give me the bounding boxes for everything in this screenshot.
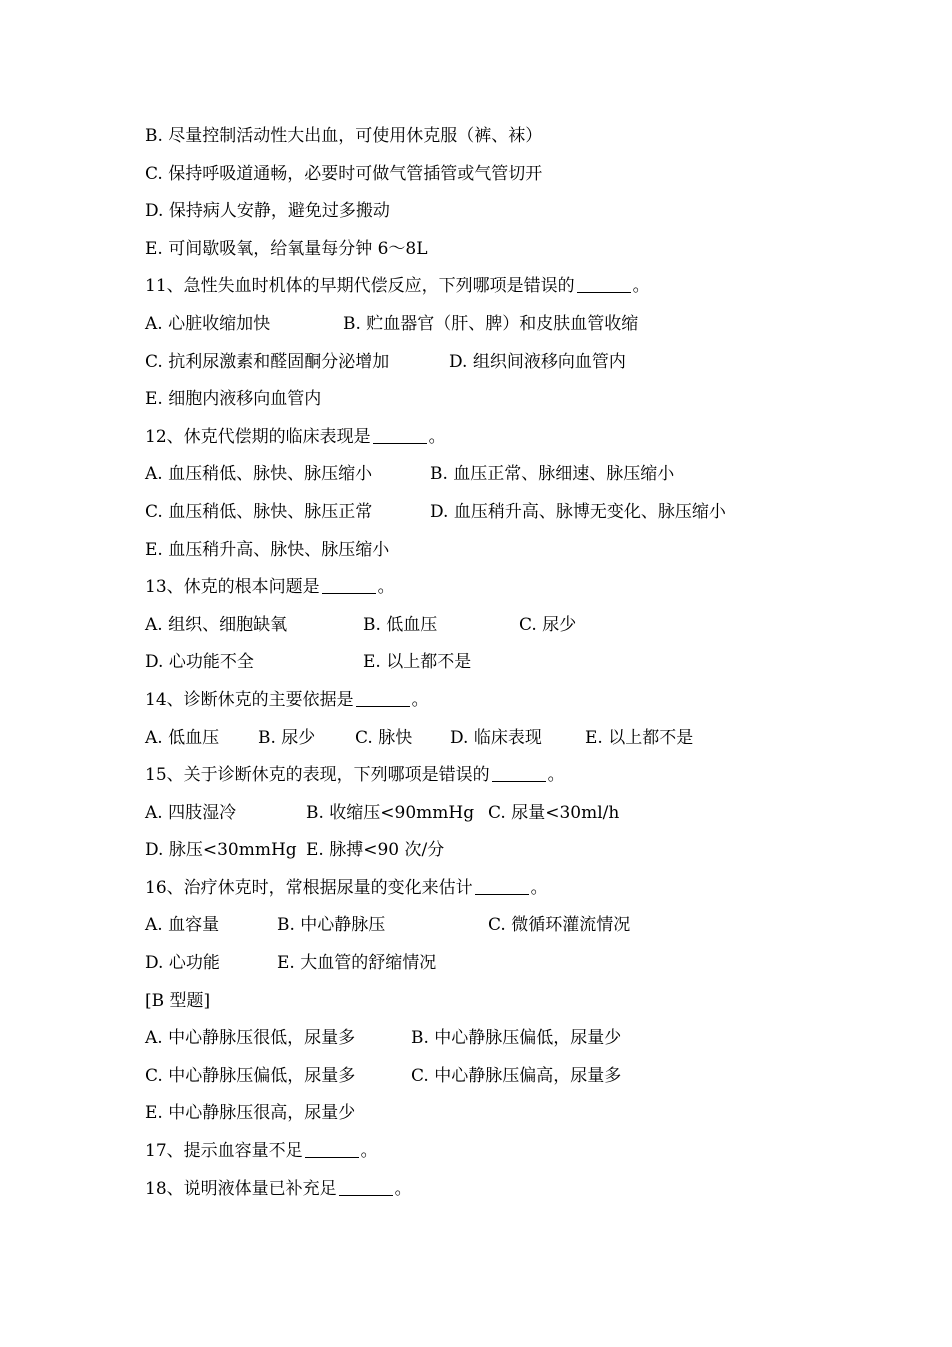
answer-blank[interactable] — [492, 761, 546, 782]
answer-blank[interactable] — [305, 1137, 359, 1158]
question-13 — [145, 569, 845, 607]
option-line — [145, 907, 845, 945]
option-line — [145, 156, 845, 194]
option-e: E. 血压稍升高、脉快、脉压缩小 — [145, 539, 390, 560]
option-a: A. 组织、细胞缺氧 — [145, 614, 288, 635]
option-a: A. 血压稍低、脉快、脉压缩小 — [145, 464, 373, 485]
option-a: A. 血容量 — [145, 915, 220, 936]
answer-blank[interactable] — [339, 1175, 393, 1196]
option-a: A. 低血压 — [145, 727, 220, 748]
question-end: 。 — [428, 426, 446, 447]
option-c: C. 抗利尿激素和醛固酮分泌增加 — [145, 351, 390, 372]
option-e: E. 大血管的舒缩情况 — [277, 953, 437, 974]
option-d: D. 心功能不全 — [145, 652, 254, 673]
answer-blank[interactable] — [373, 423, 427, 444]
question-end: 。 — [360, 1141, 378, 1162]
option-c: C. 微循环灌流情况 — [488, 915, 631, 936]
option-d: D. 保持病人安静，避免过多搬动 — [145, 201, 390, 222]
question-12 — [145, 419, 845, 457]
option-c: C. 血压稍低、脉快、脉压正常 — [145, 501, 373, 522]
question-stem: 14、诊断休克的主要依据是 — [145, 689, 354, 710]
option-a: A. 中心静脉压很低，尿量多 — [145, 1028, 356, 1049]
option-b: B. 中心静脉压偏低，尿量少 — [411, 1028, 622, 1049]
option-e: E. 可间歇吸氧，给氧量每分钟 6～8L — [145, 238, 428, 259]
question-end: 。 — [530, 877, 548, 898]
option-line — [145, 945, 845, 983]
option-line — [145, 1058, 845, 1096]
option-c: C. 脉快 — [355, 727, 413, 748]
option-d: D. 心功能 — [145, 953, 220, 974]
option-c: C. 中心静脉压偏高，尿量多 — [411, 1065, 622, 1086]
question-14 — [145, 682, 845, 720]
option-b: B. 尿少 — [258, 727, 316, 748]
option-d: D. 临床表现 — [450, 727, 542, 748]
b-type-label: [B 型题] — [145, 990, 211, 1011]
option-b: B. 贮血器官（肝、脾）和皮肤血管收缩 — [343, 313, 639, 334]
option-b: B. 尽量控制活动性大出血，可使用休克服（裤、袜） — [145, 126, 543, 146]
answer-blank[interactable] — [356, 686, 410, 707]
question-end: 。 — [377, 577, 395, 598]
option-e: E. 细胞内液移向血管内 — [145, 389, 322, 410]
option-b: B. 低血压 — [363, 614, 438, 635]
answer-blank[interactable] — [322, 573, 376, 594]
question-end: 。 — [632, 276, 650, 297]
question-stem: 11、急性失血时机体的早期代偿反应，下列哪项是错误的 — [145, 276, 575, 297]
question-16 — [145, 870, 845, 908]
answer-blank[interactable] — [577, 272, 631, 293]
question-stem: 15、关于诊断休克的表现，下列哪项是错误的 — [145, 765, 490, 786]
option-a: A. 四肢湿冷 — [145, 802, 237, 823]
option-line — [145, 118, 845, 156]
question-stem: 12、休克代偿期的临床表现是 — [145, 426, 371, 447]
option-line — [145, 607, 845, 645]
option-d: D. 脉压<30mmHg — [145, 840, 297, 861]
question-end: 。 — [411, 689, 429, 710]
option-line — [145, 381, 845, 419]
option-c: C. 中心静脉压偏低，尿量多 — [145, 1065, 356, 1086]
question-18 — [145, 1171, 845, 1209]
option-line — [145, 1095, 845, 1133]
option-b: B. 中心静脉压 — [277, 915, 386, 936]
option-line — [145, 832, 845, 870]
option-line — [145, 344, 845, 382]
question-end: 。 — [547, 765, 565, 786]
question-stem: 16、治疗休克时，常根据尿量的变化来估计 — [145, 877, 473, 898]
question-11 — [145, 268, 845, 306]
option-line — [145, 456, 845, 494]
question-stem: 17、提示血容量不足 — [145, 1141, 303, 1162]
question-17 — [145, 1133, 845, 1171]
question-15 — [145, 757, 845, 795]
option-line — [145, 795, 845, 833]
option-d: D. 组织间液移向血管内 — [449, 351, 626, 372]
option-line — [145, 306, 845, 344]
option-b: B. 血压正常、脉细速、脉压缩小 — [430, 464, 675, 485]
option-e: E. 以上都不是 — [363, 652, 472, 673]
option-line — [145, 193, 845, 231]
section-heading — [145, 983, 845, 1021]
option-d: D. 血压稍升高、脉博无变化、脉压缩小 — [430, 501, 726, 522]
question-stem: 13、休克的根本问题是 — [145, 577, 320, 598]
option-line — [145, 1020, 845, 1058]
answer-blank[interactable] — [475, 874, 529, 895]
option-line — [145, 231, 845, 269]
option-e: E. 中心静脉压很高，尿量少 — [145, 1103, 356, 1124]
question-end: 。 — [394, 1178, 412, 1199]
option-line — [145, 644, 845, 682]
option-line — [145, 532, 845, 570]
option-b: B. 收缩压<90mmHg — [306, 802, 475, 823]
option-e: E. 以上都不是 — [585, 727, 694, 748]
option-line — [145, 494, 845, 532]
option-c: C. 尿量<30ml/h — [488, 802, 620, 823]
option-a: A. 心脏收缩加快 — [145, 313, 271, 334]
option-line — [145, 720, 845, 758]
option-c: C. 保持呼吸道通畅，必要时可做气管插管或气管切开 — [145, 163, 543, 184]
question-list — [145, 118, 845, 1208]
question-stem: 18、说明液体量已补充足 — [145, 1178, 337, 1199]
option-c: C. 尿少 — [519, 614, 577, 635]
option-e: E. 脉搏<90 次/分 — [306, 840, 445, 861]
